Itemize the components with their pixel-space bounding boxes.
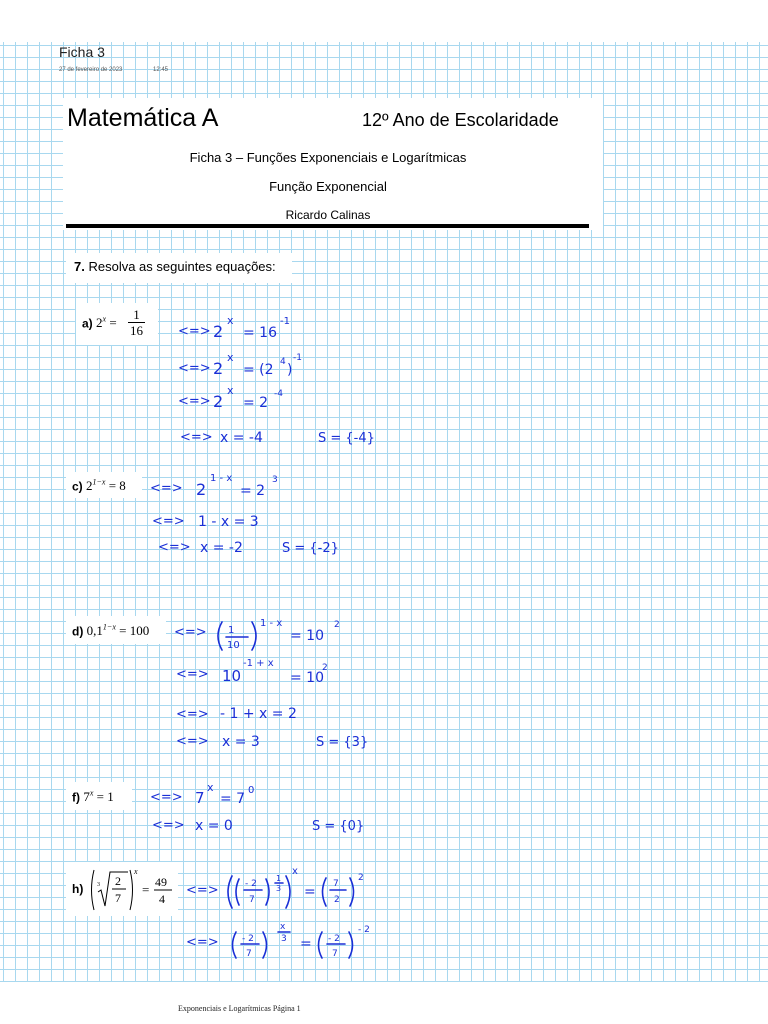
svg-text:- 2: - 2 bbox=[242, 934, 254, 944]
fraction-denominator: 4 bbox=[159, 892, 165, 906]
exercise-equals: = bbox=[142, 882, 150, 897]
handwritten-line: 2 bbox=[213, 322, 224, 341]
svg-text:x = -2: x = -2 bbox=[200, 540, 243, 556]
svg-text:= 16: = 16 bbox=[243, 325, 277, 341]
exercise-base: 2 bbox=[86, 478, 93, 494]
svg-text:S = {3}: S = {3} bbox=[316, 735, 369, 750]
exercise-exponent: x bbox=[134, 867, 138, 876]
equiv-symbol: <=> bbox=[158, 540, 191, 555]
school-year: 12º Ano de Escolaridade bbox=[362, 110, 559, 130]
svg-text:- 1 + x = 2: - 1 + x = 2 bbox=[220, 706, 297, 722]
svg-text:- 2: - 2 bbox=[358, 925, 370, 935]
exercise-label: h) bbox=[72, 882, 84, 896]
equiv-symbol: <=> bbox=[152, 514, 185, 529]
exercise-rhs: = 1 bbox=[96, 789, 114, 805]
svg-text:=: = bbox=[300, 936, 312, 952]
exercise-base: 0,1 bbox=[86, 623, 103, 639]
fraction-denominator: 16 bbox=[130, 323, 143, 338]
equiv-symbol: <=> bbox=[150, 481, 183, 496]
svg-text:1: 1 bbox=[228, 625, 235, 636]
svg-text:= 2: = 2 bbox=[243, 395, 269, 411]
svg-text:-4: -4 bbox=[274, 389, 283, 399]
svg-text:7: 7 bbox=[195, 789, 205, 807]
root-index: 3 bbox=[97, 882, 100, 888]
svg-text:2: 2 bbox=[213, 392, 224, 411]
svg-text:S = {0}: S = {0} bbox=[312, 819, 365, 834]
svg-text:0: 0 bbox=[248, 785, 255, 796]
equiv-symbol: <=> bbox=[174, 625, 207, 640]
equiv-symbol: <=> bbox=[180, 430, 213, 445]
exercise-base: 7 bbox=[83, 789, 90, 805]
exercise-label: d) bbox=[72, 624, 84, 639]
svg-text:x: x bbox=[280, 922, 286, 932]
svg-text:x: x bbox=[207, 781, 214, 794]
equiv-symbol: <=> bbox=[176, 734, 209, 749]
topic-title: Função Exponencial bbox=[269, 179, 387, 194]
svg-text:x = 3: x = 3 bbox=[222, 734, 260, 750]
svg-text:- 2: - 2 bbox=[245, 879, 257, 889]
page-time: 12:45 bbox=[153, 67, 169, 73]
svg-text:): ) bbox=[287, 362, 293, 378]
exercise-label: c) bbox=[72, 479, 83, 494]
svg-text:= 7: = 7 bbox=[220, 791, 246, 807]
svg-text:10: 10 bbox=[227, 640, 240, 651]
fraction-numerator: 1 bbox=[128, 308, 145, 323]
solution-c bbox=[150, 473, 339, 556]
svg-text:- 2: - 2 bbox=[328, 934, 340, 944]
solution-d bbox=[174, 618, 368, 750]
exercise-base: 2 bbox=[96, 315, 103, 331]
svg-text:=: = bbox=[304, 884, 316, 900]
exercise-label: a) bbox=[82, 316, 93, 331]
root-numerator: 2 bbox=[115, 874, 121, 888]
exercise-exponent: 1−x bbox=[102, 623, 116, 632]
equiv-symbol: <=> bbox=[150, 790, 183, 805]
equiv-symbol: <=> bbox=[178, 324, 211, 339]
equiv-symbol: <=> bbox=[176, 707, 209, 722]
sheet-title: Ficha 3 – Funções Exponenciais e Logarítmicas bbox=[189, 150, 467, 165]
svg-text:2: 2 bbox=[358, 873, 364, 883]
svg-text:x: x bbox=[227, 314, 234, 327]
svg-text:2: 2 bbox=[334, 895, 340, 905]
svg-text:7: 7 bbox=[332, 949, 338, 959]
root-denominator: 7 bbox=[115, 891, 121, 905]
exercise-rhs: = 100 bbox=[119, 623, 150, 639]
svg-text:x = -4: x = -4 bbox=[220, 430, 263, 446]
equiv-symbol: <=> bbox=[186, 883, 219, 898]
equiv-symbol: <=> bbox=[186, 935, 219, 950]
question-text: Resolva as seguintes equações: bbox=[88, 259, 276, 274]
svg-text:= 10: = 10 bbox=[290, 628, 324, 644]
svg-text:7: 7 bbox=[246, 949, 252, 959]
svg-text:= 2: = 2 bbox=[240, 483, 266, 499]
equiv-symbol: <=> bbox=[178, 361, 211, 376]
fraction-numerator: 49 bbox=[155, 875, 167, 889]
svg-text:4: 4 bbox=[280, 357, 286, 367]
solution-h bbox=[186, 866, 370, 959]
subject-title: Matemática A bbox=[67, 104, 219, 132]
svg-text:7: 7 bbox=[249, 895, 255, 905]
equiv-symbol: <=> bbox=[178, 394, 211, 409]
exercise-exponent: x bbox=[89, 789, 94, 798]
exercise-exponent: 1−x bbox=[92, 478, 106, 487]
svg-text:10: 10 bbox=[222, 667, 242, 685]
equiv-symbol: <=> bbox=[176, 667, 209, 682]
svg-text:= (2: = (2 bbox=[243, 362, 274, 378]
exercise-rhs: = 8 bbox=[108, 478, 126, 494]
svg-text:3: 3 bbox=[281, 934, 287, 944]
svg-text:1 - x: 1 - x bbox=[210, 473, 233, 484]
question-number: 7. bbox=[74, 259, 85, 274]
exercise-exponent: x bbox=[102, 315, 107, 324]
svg-text:-1: -1 bbox=[293, 353, 302, 363]
exercise-label: f) bbox=[72, 790, 80, 805]
svg-text:2: 2 bbox=[322, 663, 328, 673]
exercise-equals: = bbox=[109, 315, 117, 331]
svg-text:3: 3 bbox=[272, 475, 278, 485]
page-title: Ficha 3 bbox=[59, 44, 105, 60]
svg-text:S = {-4}: S = {-4} bbox=[318, 431, 375, 446]
solution-f bbox=[150, 781, 364, 834]
svg-text:x: x bbox=[227, 384, 234, 397]
equiv-symbol: <=> bbox=[152, 818, 185, 833]
author-name: Ricardo Calinas bbox=[285, 208, 371, 222]
svg-text:7: 7 bbox=[333, 879, 339, 889]
svg-text:2: 2 bbox=[334, 620, 340, 630]
svg-text:x = 0: x = 0 bbox=[195, 818, 233, 834]
svg-text:S = {-2}: S = {-2} bbox=[282, 541, 339, 556]
page-footer: Exponenciais e Logarítmicas Página 1 bbox=[178, 1004, 301, 1013]
svg-text:3: 3 bbox=[276, 884, 282, 893]
svg-text:1 - x = 3: 1 - x = 3 bbox=[198, 514, 259, 530]
svg-text:= 10: = 10 bbox=[290, 670, 324, 686]
svg-text:-1 + x: -1 + x bbox=[243, 658, 274, 669]
page-date: 27 de fevereiro de 2023 bbox=[59, 67, 123, 73]
solution-a bbox=[178, 314, 375, 446]
svg-text:1 - x: 1 - x bbox=[260, 618, 283, 629]
svg-text:x: x bbox=[227, 351, 234, 364]
svg-text:x: x bbox=[292, 866, 298, 877]
svg-text:1: 1 bbox=[276, 874, 282, 883]
svg-text:2: 2 bbox=[213, 359, 224, 378]
svg-text:-1: -1 bbox=[280, 316, 290, 327]
svg-text:2: 2 bbox=[196, 480, 207, 499]
